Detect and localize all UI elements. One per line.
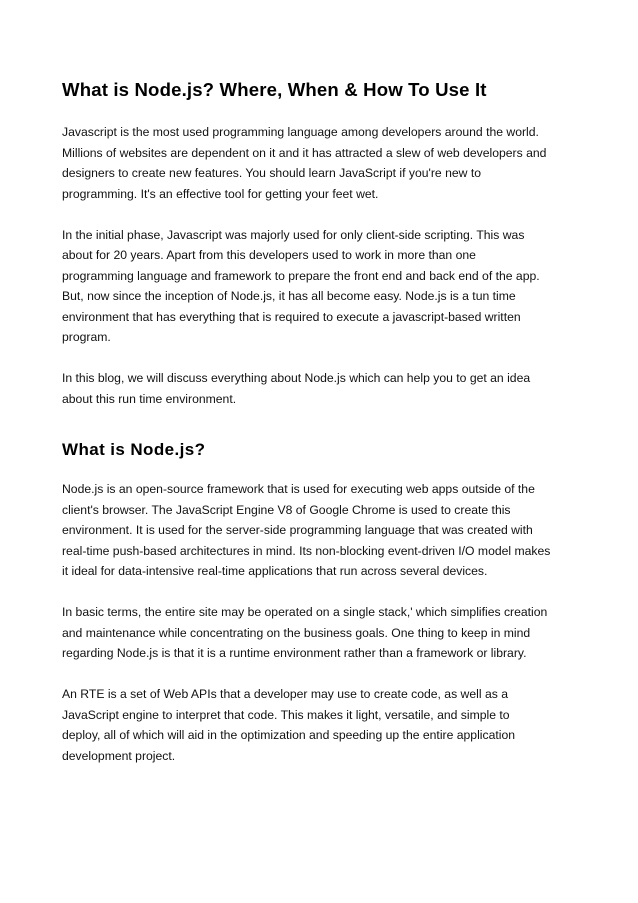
text-line: program.: [62, 330, 111, 344]
text-line: environment. It is used for the server-side programming language that was created with: [62, 523, 533, 537]
text-line: deploy, all of which will aid in the optimization and speeding up the entire application: [62, 728, 516, 742]
text-line: In this blog, we will discuss everything about Node.js which can help you to get an idea: [62, 371, 531, 385]
text-line: JavaScript engine to interpret that code. This makes it light, versatile, and simple to: [62, 707, 510, 722]
text-line: In basic terms, the entire site may be operated on a single stack,' which simplifies creation: [62, 605, 548, 619]
text-line: about for 20 years. Apart from this developers used to work in more than one: [62, 248, 476, 262]
text-line: Node.js is an open-source framework that is used for executing web apps outside of the: [62, 482, 535, 496]
intro-paragraph-3: [62, 368, 582, 409]
text-line: designers to create new features. You should learn JavaScript if you're new to: [62, 166, 481, 180]
text-line: An RTE is a set of Web APIs that a developer may use to create code, as well as a: [62, 687, 508, 701]
text-line: development project.: [62, 748, 176, 763]
text-line: But, now since the inception of Node.js, it has all become easy. Node.js is a tun time: [62, 289, 516, 303]
text-line: In the initial phase, Javascript was majorly used for only client-side scripting. This was: [62, 227, 525, 242]
intro-paragraph-1: [62, 122, 582, 204]
text-line: Javascript is the most used programming language among developers around the world.: [62, 125, 539, 139]
text-line: and maintenance while concentrating on the business goals. One thing to keep in mind: [62, 625, 531, 640]
section-paragraph-3: [62, 684, 582, 766]
section-paragraph-2: [62, 602, 582, 664]
text-line: Millions of websites are dependent on it and it has attracted a slew of web developers and: [62, 145, 547, 160]
section-paragraph-1: [62, 479, 582, 582]
intro-paragraph-2: [62, 225, 582, 348]
text-line: client's browser. The JavaScript Engine V8 of Google Chrome is used to create this: [62, 502, 511, 517]
text-line: it ideal for data-intensive real-time applications that run across several devices.: [62, 564, 488, 578]
document-content: [62, 78, 582, 787]
text-line: regarding Node.js is that it is a runtime environment rather than a framework or library.: [62, 646, 527, 660]
text-line: environment that has everything that is required to execute a javascript-based written: [62, 309, 521, 324]
intro-section: [62, 122, 582, 409]
text-line: real-time push-based architectures in mind. Its non-blocking event-driven I/O model makes: [62, 543, 551, 558]
page-title: What is Node.js? Where, When & How To Use It: [62, 79, 487, 100]
text-line: programming language and framework to prepare the front end and back end of the app.: [62, 268, 540, 283]
what-is-nodejs-section: [62, 479, 582, 766]
text-line: about this run time environment.: [62, 391, 237, 406]
section-heading: What is Node.js?: [62, 440, 206, 459]
text-line: programming. It's an effective tool for getting your feet wet.: [62, 186, 379, 201]
